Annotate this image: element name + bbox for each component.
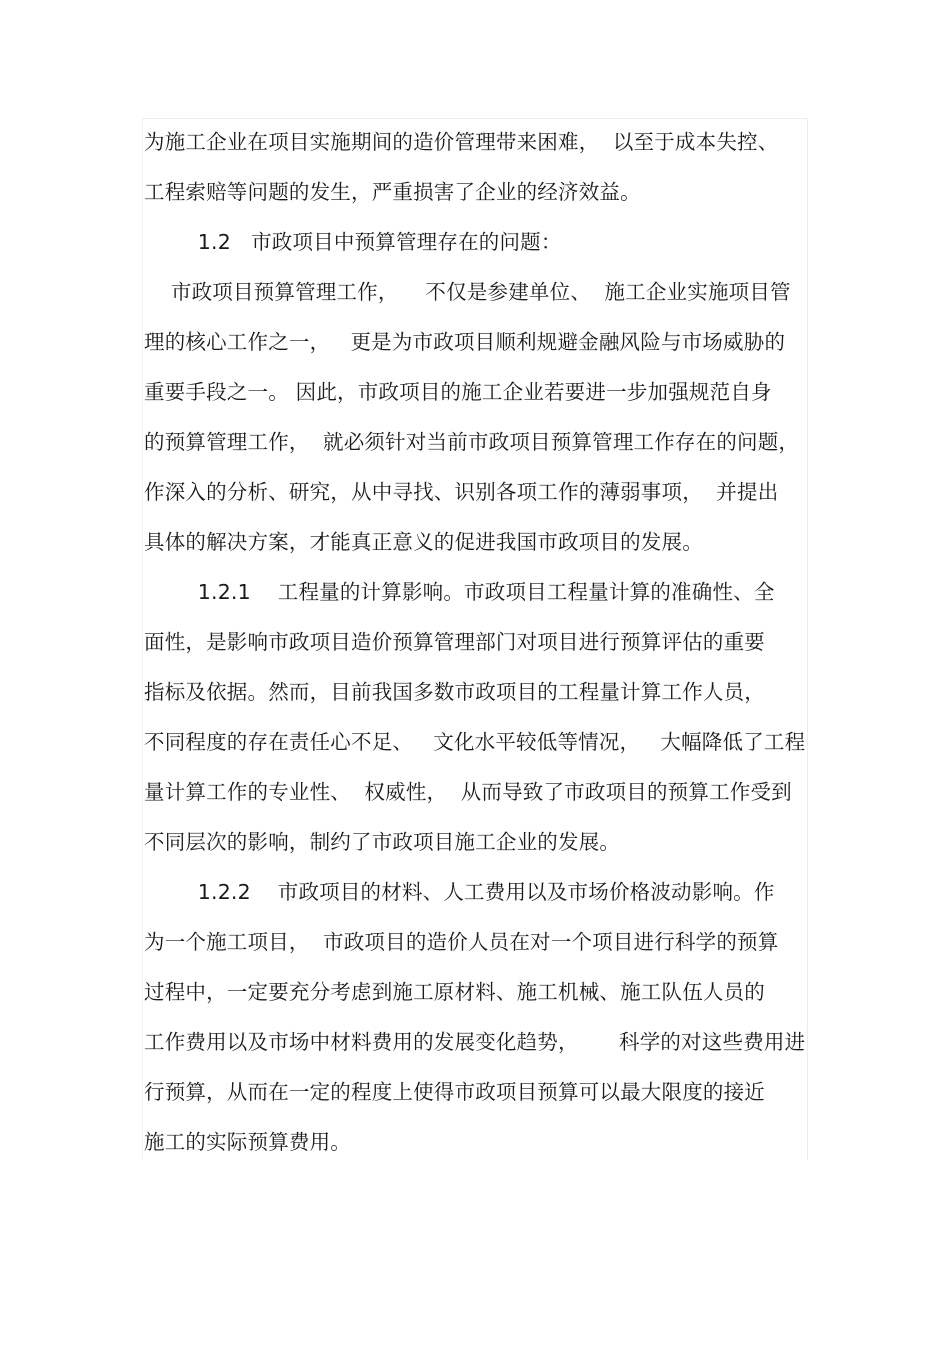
body-text-line: 行预算，从而在一定的程度上使得市政项目预算可以最大限度的接近 xyxy=(144,1080,765,1104)
subsection-1-2-1-line: 1.2.1 工程量的计算影响。市政项目工程量计算的准确性、全 xyxy=(144,580,775,604)
body-text-line: 指标及依据。然而，目前我国多数市政项目的工程量计算工作人员， xyxy=(144,680,765,704)
body-text-line: 市政项目预算管理工作， 不仅是参建单位、 施工企业实施项目管 xyxy=(144,280,791,304)
body-text-line: 面性，是影响市政项目造价预算管理部门对项目进行预算评估的重要 xyxy=(144,630,765,654)
body-text-line: 施工的实际预算费用。 xyxy=(144,1130,351,1154)
body-text-line: 不同程度的存在责任心不足、 文化水平较低等情况， 大幅降低了工程 xyxy=(144,730,806,754)
body-text-line: 过程中，一定要充分考虑到施工原材料、施工机械、施工队伍人员的 xyxy=(144,980,765,1004)
subsection-1-2-2-line: 1.2.2 市政项目的材料、人工费用以及市场价格波动影响。作 xyxy=(144,880,775,904)
body-text-line: 为施工企业在项目实施期间的造价管理带来困难， 以至于成本失控、 xyxy=(144,130,779,154)
body-text-line: 具体的解决方案，才能真正意义的促进我国市政项目的发展。 xyxy=(144,530,703,554)
body-text-line: 为一个施工项目， 市政项目的造价人员在对一个项目进行科学的预算 xyxy=(144,930,779,954)
body-text-line: 的预算管理工作， 就必须针对当前市政项目预算管理工作存在的问题， xyxy=(144,430,800,454)
body-text-line: 工程索赔等问题的发生，严重损害了企业的经济效益。 xyxy=(144,180,641,204)
body-text-line: 不同层次的影响，制约了市政项目施工企业的发展。 xyxy=(144,830,621,854)
body-text-line: 量计算工作的专业性、 权威性， 从而导致了市政项目的预算工作受到 xyxy=(144,780,792,804)
body-text-line: 重要手段之一。 因此，市政项目的施工企业若要进一步加强规范自身 xyxy=(144,380,772,404)
section-heading-1-2: 1.2 市政项目中预算管理存在的问题： xyxy=(144,230,562,254)
document-body xyxy=(144,117,804,1167)
body-text-line: 理的核心工作之一， 更是为市政项目顺利规避金融风险与市场威胁的 xyxy=(144,330,786,354)
body-text-line: 作深入的分析、研究，从中寻找、识别各项工作的薄弱事项， 并提出 xyxy=(144,480,779,504)
body-text-line: 工作费用以及市场中材料费用的发展变化趋势， 科学的对这些费用进 xyxy=(144,1030,806,1054)
